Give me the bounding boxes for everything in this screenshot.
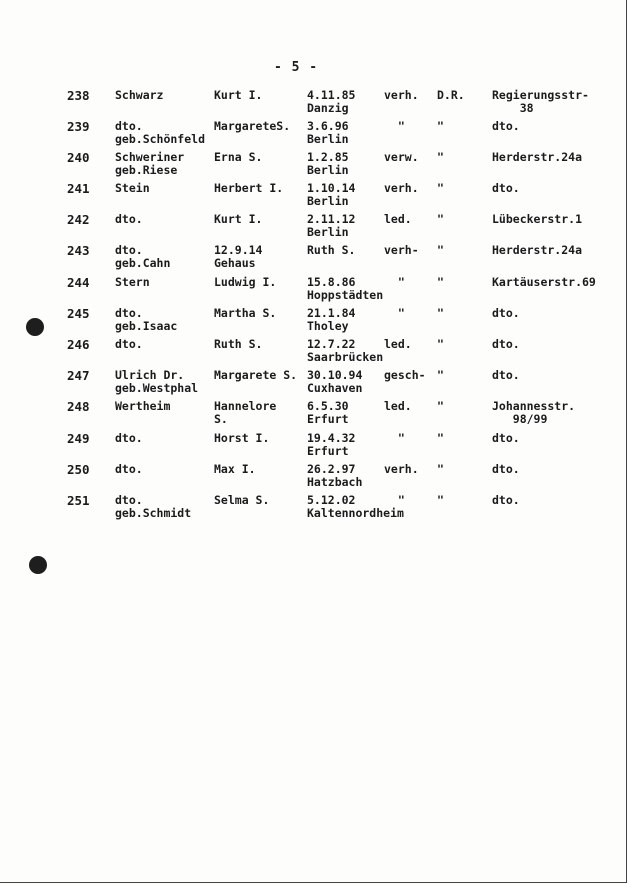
entry-number: 246 xyxy=(67,337,90,352)
surname: Schwarz xyxy=(115,88,164,102)
nationality: " xyxy=(437,337,444,351)
table-row xyxy=(0,244,628,276)
nationality: " xyxy=(437,431,444,445)
surname: Stein xyxy=(115,181,150,195)
surname: Stern xyxy=(115,275,150,289)
birth-date-place: 2.11.12 Berlin xyxy=(307,212,356,239)
surname: Ulrich Dr. geb.Westphal xyxy=(115,368,199,395)
first-name: Horst I. xyxy=(214,431,270,445)
entry-number: 238 xyxy=(67,88,90,103)
first-name: Kurt I. xyxy=(214,88,263,102)
first-name: Margarete S. xyxy=(214,368,298,382)
surname: dto. geb.Isaac xyxy=(115,306,178,333)
first-name: Herbert I. xyxy=(214,181,284,195)
first-name: MargareteS. xyxy=(214,119,291,133)
marital-status: gesch- xyxy=(384,368,426,382)
first-name: Martha S. xyxy=(214,306,277,320)
address: dto. xyxy=(492,181,520,195)
first-name: 12.9.14 Gehaus xyxy=(214,243,263,270)
table-row xyxy=(0,89,628,121)
surname: Wertheim xyxy=(115,399,171,413)
entry-number: 242 xyxy=(67,212,90,227)
surname: dto. xyxy=(115,337,143,351)
address: Regierungsstr- 38 xyxy=(492,88,589,115)
address: dto. xyxy=(492,462,520,476)
address: Kartäuserstr.69 xyxy=(492,275,596,289)
birth-date-place: 1.2.85 Berlin xyxy=(307,150,349,177)
marital-status: led. xyxy=(384,399,412,413)
surname: dto. xyxy=(115,462,143,476)
marital-status: " xyxy=(384,493,405,507)
nationality: " xyxy=(437,181,444,195)
entry-number: 250 xyxy=(67,462,90,477)
address: dto. xyxy=(492,337,520,351)
nationality: " xyxy=(437,119,444,133)
table-row xyxy=(0,151,628,183)
entry-number: 245 xyxy=(67,306,90,321)
first-name: Max I. xyxy=(214,462,256,476)
address: Herderstr.24a xyxy=(492,150,583,164)
surname: dto. geb.Cahn xyxy=(115,243,171,270)
marital-status: verw. xyxy=(384,150,419,164)
entry-number: 251 xyxy=(67,493,90,508)
marital-status: verh. xyxy=(384,462,419,476)
birth-date-place: 6.5.30 Erfurt xyxy=(307,399,349,426)
address: Herderstr.24a xyxy=(492,243,583,257)
nationality: " xyxy=(437,212,444,226)
marital-status: verh. xyxy=(384,181,419,195)
punch-hole xyxy=(29,556,47,574)
marital-status: " xyxy=(384,275,405,289)
marital-status: verh. xyxy=(384,88,419,102)
birth-date-place: Ruth S. xyxy=(307,243,356,257)
birth-date-place: 26.2.97 Hatzbach xyxy=(307,462,363,489)
birth-date-place: 5.12.02 Kaltennordheim xyxy=(307,493,404,520)
nationality: " xyxy=(437,399,444,413)
birth-date-place: 12.7.22 Saarbrücken xyxy=(307,337,384,364)
marital-status: " xyxy=(384,431,405,445)
birth-date-place: 4.11.85 Danzig xyxy=(307,88,356,115)
birth-date-place: 19.4.32 Erfurt xyxy=(307,431,356,458)
nationality: " xyxy=(437,368,444,382)
table-row xyxy=(0,463,628,495)
address: Lübeckerstr.1 xyxy=(492,212,583,226)
entry-number: 247 xyxy=(67,368,90,383)
nationality: " xyxy=(437,275,444,289)
nationality: " xyxy=(437,306,444,320)
nationality: " xyxy=(437,462,444,476)
birth-date-place: 21.1.84 Tholey xyxy=(307,306,356,333)
table-row xyxy=(0,276,628,308)
marital-status: verh- xyxy=(384,243,419,257)
surname: dto. geb.Schönfeld xyxy=(115,119,206,146)
birth-date-place: 30.10.94 Cuxhaven xyxy=(307,368,363,395)
surname: dto. xyxy=(115,212,143,226)
marital-status: led. xyxy=(384,212,412,226)
table-row xyxy=(0,120,628,152)
table-row xyxy=(0,182,628,214)
table-row xyxy=(0,307,628,339)
table-row xyxy=(0,494,628,526)
nationality: " xyxy=(437,243,444,257)
entry-number: 239 xyxy=(67,119,90,134)
nationality: " xyxy=(437,150,444,164)
surname: dto. xyxy=(115,431,143,445)
address: Johannesstr. 98/99 xyxy=(492,399,576,426)
page-number: - 5 - xyxy=(274,60,319,75)
entry-number: 241 xyxy=(67,181,90,196)
entry-number: 243 xyxy=(67,243,90,258)
surname: dto. geb.Schmidt xyxy=(115,493,192,520)
table-row xyxy=(0,400,628,432)
birth-date-place: 1.10.14 Berlin xyxy=(307,181,356,208)
first-name: Kurt I. xyxy=(214,212,263,226)
entry-number: 240 xyxy=(67,150,90,165)
table-row xyxy=(0,369,628,401)
nationality: D.R. xyxy=(437,88,465,102)
birth-date-place: 15.8.86 Hoppstädten xyxy=(307,275,384,302)
first-name: Selma S. xyxy=(214,493,270,507)
first-name: Ruth S. xyxy=(214,337,263,351)
first-name: Hannelore S. xyxy=(214,399,277,426)
entry-number: 249 xyxy=(67,431,90,446)
address: dto. xyxy=(492,306,520,320)
entry-number: 244 xyxy=(67,275,90,290)
address: dto. xyxy=(492,119,520,133)
nationality: " xyxy=(437,493,444,507)
birth-date-place: 3.6.96 Berlin xyxy=(307,119,349,146)
table-row xyxy=(0,432,628,464)
marital-status: " xyxy=(384,119,405,133)
address: dto. xyxy=(492,493,520,507)
marital-status: led. xyxy=(384,337,412,351)
entry-number: 248 xyxy=(67,399,90,414)
address: dto. xyxy=(492,431,520,445)
address: dto. xyxy=(492,368,520,382)
surname: Schweriner geb.Riese xyxy=(115,150,185,177)
marital-status: " xyxy=(384,306,405,320)
first-name: Ludwig I. xyxy=(214,275,277,289)
table-row xyxy=(0,338,628,370)
table-row xyxy=(0,213,628,245)
first-name: Erna S. xyxy=(214,150,263,164)
